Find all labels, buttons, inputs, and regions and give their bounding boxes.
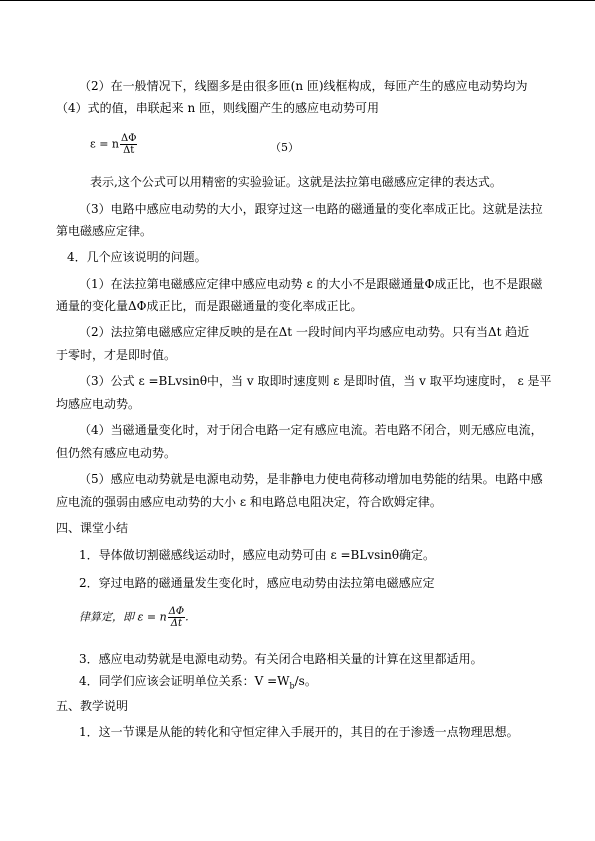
paragraph-line: 通量的变化量ΔΦ成正比，而是跟磁通量的变化率成正比。: [56, 299, 363, 313]
paragraph-line: 于零时，才是即时值。: [56, 348, 177, 362]
paragraph-line: （3）公式 ε =BLvsinθ中，当 v 取即时速度则 ε 是即时值，当 v 取平均速度时， ε 是平: [79, 374, 552, 388]
paragraph-line: （1）在法拉第电磁感应定律中感应电动势 ε 的大小不是跟磁通量Φ成正比，也不是跟磁: [79, 277, 543, 291]
paragraph-line: （2）在一般情况下，线圈多是由很多匝(n 匝)线框构成，每匝产生的感应电动势均为: [79, 79, 528, 93]
paragraph-line: 应电流的强弱由感应电动势的大小 ε 和电路总电阻决定，符合欧姆定律。: [56, 495, 442, 509]
paragraph-line: 表示,这个公式可以用精密的实验验证。这就是法拉第电磁感应定律的表达式。: [90, 175, 502, 189]
summary-item: 3．感应电动势就是电源电动势。有关闭合电路相关量的计算在这里都适用。: [79, 652, 483, 666]
equation-fraction: [120, 133, 137, 156]
section-heading: 四、课堂小结: [56, 521, 129, 535]
unit-relation-tail: /s。: [294, 674, 317, 688]
page-top-rule: [0, 0, 595, 1]
paragraph-line: （4）式的值，串联起来 n 匝，则线圈产生的感应电动势可用: [56, 101, 379, 115]
summary-item: [79, 673, 317, 694]
equation-5: [90, 133, 137, 156]
summary-item: 1．导体做切割磁感线运动时，感应电动势可由 ε =BLvsinθ确定。: [79, 548, 436, 562]
teaching-note: 1．这一节课是从能的转化和守恒定律入手展开的，其目的在于渗透一点物理思想。: [79, 725, 519, 739]
paragraph-line: 但仍然有感应电动势。: [56, 446, 177, 460]
equation-tail: .: [185, 610, 189, 624]
section-heading: 五、教学说明: [56, 699, 129, 713]
fraction-denominator: Δt: [170, 618, 183, 629]
equation-faraday: [79, 606, 189, 629]
paragraph-line: （5）感应电动势就是电源电动势，是非静电力使电荷移动增加电势能的结果。电路中感: [79, 472, 543, 486]
unit-relation-text: 4．同学们应该会证明单位关系：V =W: [79, 674, 290, 688]
paragraph-line: （2）法拉第电磁感应定律反映的是在Δt 一段时间内平均感应电动势。只有当Δt 趋近: [79, 325, 530, 339]
equation-lhs: ε = n: [90, 137, 119, 151]
equation-fraction: [168, 606, 185, 629]
equation-lead: 律算定，即 ε = n: [79, 610, 167, 624]
fraction-denominator: Δt: [123, 145, 135, 156]
fraction-numerator: ΔΦ: [168, 606, 185, 617]
unit-subscript: b: [289, 681, 295, 691]
fraction-numerator: ΔΦ: [121, 133, 137, 144]
paragraph-line: （3）电路中感应电动势的大小，跟穿过这一电路的磁通量的变化率成正比。这就是法拉: [79, 202, 543, 216]
paragraph-line: 第电磁感应定律。: [56, 224, 153, 238]
paragraph-line: （4）当磁通量变化时，对于闭合电路一定有感应电流。若电路不闭合，则无感应电流，: [79, 423, 543, 437]
paragraph-line: 4．几个应该说明的问题。: [67, 250, 207, 264]
summary-item: 2．穿过电路的磁通量发生变化时，感应电动势由法拉第电磁感应定: [79, 576, 435, 590]
equation-number: （5）: [270, 141, 299, 154]
paragraph-line: 均感应电动势。: [56, 397, 141, 411]
